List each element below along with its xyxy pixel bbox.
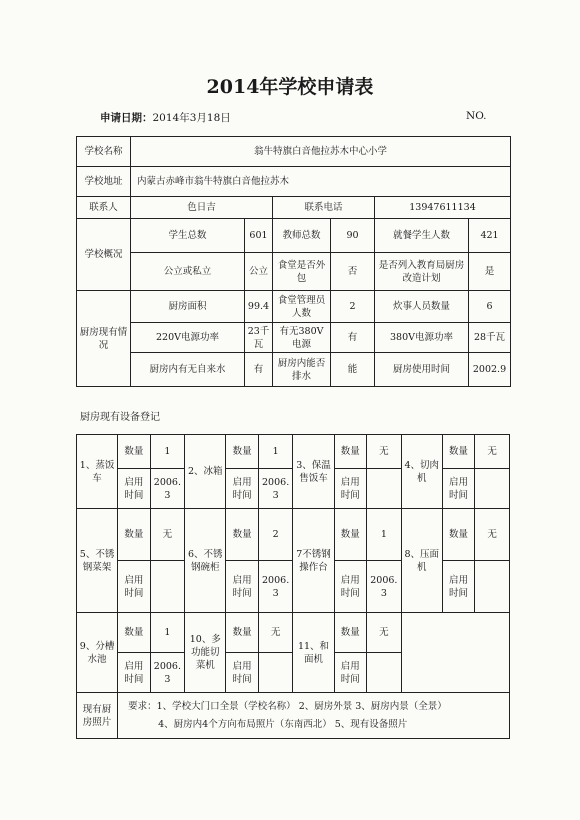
equipment-time (258, 653, 293, 693)
time-label: 启用时间 (334, 653, 366, 693)
photos-label: 现有厨房照片 (77, 693, 118, 739)
time-label: 启用时间 (118, 561, 150, 613)
kitchen-label: 厨房现有情况 (77, 291, 131, 387)
kitchen-since-label: 厨房使用时间 (375, 353, 469, 387)
dining-value: 421 (469, 219, 511, 253)
kitchen-area-value: 99.4 (245, 291, 273, 323)
equipment-time: 2006.3 (150, 469, 185, 509)
phone-label: 联系电话 (273, 197, 375, 219)
phone-number: 13947611134 (375, 197, 511, 219)
kitchen-since-value: 2002.9 (469, 353, 511, 387)
equipment-qty: 无 (150, 509, 185, 561)
time-label: 启用时间 (226, 653, 258, 693)
renovation-value: 是 (469, 253, 511, 291)
empty-slot (401, 613, 509, 693)
cooks-value: 6 (469, 291, 511, 323)
equipment-qty: 无 (258, 613, 293, 653)
kitchen-area-label: 厨房面积 (131, 291, 245, 323)
time-label: 启用时间 (334, 561, 366, 613)
managers-label: 食堂管理员人数 (273, 291, 331, 323)
qty-label: 数量 (334, 613, 366, 653)
water-value: 有 (245, 353, 273, 387)
time-label: 启用时间 (442, 561, 474, 613)
equipment-name: 2、冰箱 (185, 435, 226, 509)
equipment-qty: 1 (150, 435, 185, 469)
outsourced-label: 食堂是否外包 (273, 253, 331, 291)
equipment-qty: 无 (367, 613, 402, 653)
equipment-name: 7不锈钢操作台 (293, 509, 334, 613)
equipment-time (150, 561, 185, 613)
power-220-value: 23千瓦 (245, 323, 273, 353)
school-address-label: 学校地址 (77, 167, 131, 197)
qty-label: 数量 (442, 509, 474, 561)
equipment-qty: 无 (475, 509, 510, 561)
equipment-time: 2006.3 (258, 469, 293, 509)
qty-label: 数量 (118, 509, 150, 561)
school-info-table (76, 136, 511, 387)
teachers-label: 教师总数 (273, 219, 331, 253)
qty-label: 数量 (334, 435, 366, 469)
type-value: 公立 (245, 253, 273, 291)
time-label: 启用时间 (226, 469, 258, 509)
drain-value: 能 (331, 353, 375, 387)
dining-label: 就餐学生人数 (375, 219, 469, 253)
equipment-time (475, 469, 510, 509)
qty-label: 数量 (442, 435, 474, 469)
school-name-label: 学校名称 (77, 137, 131, 167)
time-label: 启用时间 (442, 469, 474, 509)
qty-label: 数量 (118, 435, 150, 469)
outsourced-value: 否 (331, 253, 375, 291)
students-label: 学生总数 (131, 219, 245, 253)
page-title: 2014年学校申请表 (206, 76, 374, 98)
teachers-value: 90 (331, 219, 375, 253)
qty-label: 数量 (334, 509, 366, 561)
equipment-qty: 无 (475, 435, 510, 469)
equipment-time: 2006.3 (258, 561, 293, 613)
equipment-name: 9、分槽水池 (77, 613, 118, 693)
photos-requirements (118, 693, 510, 739)
time-label: 启用时间 (118, 653, 150, 693)
equipment-qty: 1 (258, 435, 293, 469)
qty-label: 数量 (226, 613, 258, 653)
equipment-time (367, 653, 402, 693)
equipment-name: 8、压面机 (401, 509, 442, 613)
renovation-label: 是否列入教育局厨房改造计划 (375, 253, 469, 291)
apply-date-label: 申请日期： (100, 112, 153, 124)
equipment-qty: 无 (367, 435, 402, 469)
power-380-label: 380V电源功率 (375, 323, 469, 353)
equipment-time: 2006.3 (367, 561, 402, 613)
time-label: 启用时间 (118, 469, 150, 509)
managers-value: 2 (331, 291, 375, 323)
power-220-label: 220V电源功率 (131, 323, 245, 353)
qty-label: 数量 (226, 509, 258, 561)
photos-requirements-line-1: 要求：1、学校大门口全景（学校名称） 2、厨房外景 3、厨房内景（全景） (128, 700, 447, 712)
equipment-name: 11、和面机 (293, 613, 334, 693)
apply-date-value: 2014年3月18日 (152, 112, 231, 124)
serial-number-label: NO. (466, 110, 487, 122)
power-380-value: 28千瓦 (469, 323, 511, 353)
school-address: 内蒙古赤峰市翁牛特旗白音他拉苏木 (131, 167, 511, 197)
equipment-section-title: 厨房现有设备登记 (80, 412, 160, 423)
equipment-time (367, 469, 402, 509)
equipment-qty: 1 (367, 509, 402, 561)
photos-requirements-line-2: 4、厨房内4个方向布局照片（东南西北） 5、现有设备照片 (158, 718, 408, 730)
has-380-value: 有 (331, 323, 375, 353)
water-label: 厨房内有无自来水 (131, 353, 245, 387)
time-label: 启用时间 (226, 561, 258, 613)
contact-name: 色日吉 (131, 197, 273, 219)
time-label: 启用时间 (334, 469, 366, 509)
cooks-label: 炊事人员数量 (375, 291, 469, 323)
equipment-name: 10、多功能切菜机 (185, 613, 226, 693)
equipment-name: 5、不锈钢菜架 (77, 509, 118, 613)
drain-label: 厨房内能否排水 (273, 353, 331, 387)
equipment-qty: 2 (258, 509, 293, 561)
equipment-time (475, 561, 510, 613)
contact-label: 联系人 (77, 197, 131, 219)
equipment-qty: 1 (150, 613, 185, 653)
equipment-name: 4、切肉机 (401, 435, 442, 509)
equipment-name: 1、蒸饭车 (77, 435, 118, 509)
equipment-name: 6、不锈钢碗柜 (185, 509, 226, 613)
type-label: 公立或私立 (131, 253, 245, 291)
equipment-table (76, 434, 510, 739)
students-value: 601 (245, 219, 273, 253)
equipment-name: 3、保温售饭车 (293, 435, 334, 509)
equipment-time: 2006.3 (150, 653, 185, 693)
has-380-label: 有无380V电源 (273, 323, 331, 353)
qty-label: 数量 (226, 435, 258, 469)
apply-date (100, 110, 231, 125)
school-name: 翁牛特旗白音他拉苏木中心小学 (131, 137, 511, 167)
overview-label: 学校概况 (77, 219, 131, 291)
qty-label: 数量 (118, 613, 150, 653)
